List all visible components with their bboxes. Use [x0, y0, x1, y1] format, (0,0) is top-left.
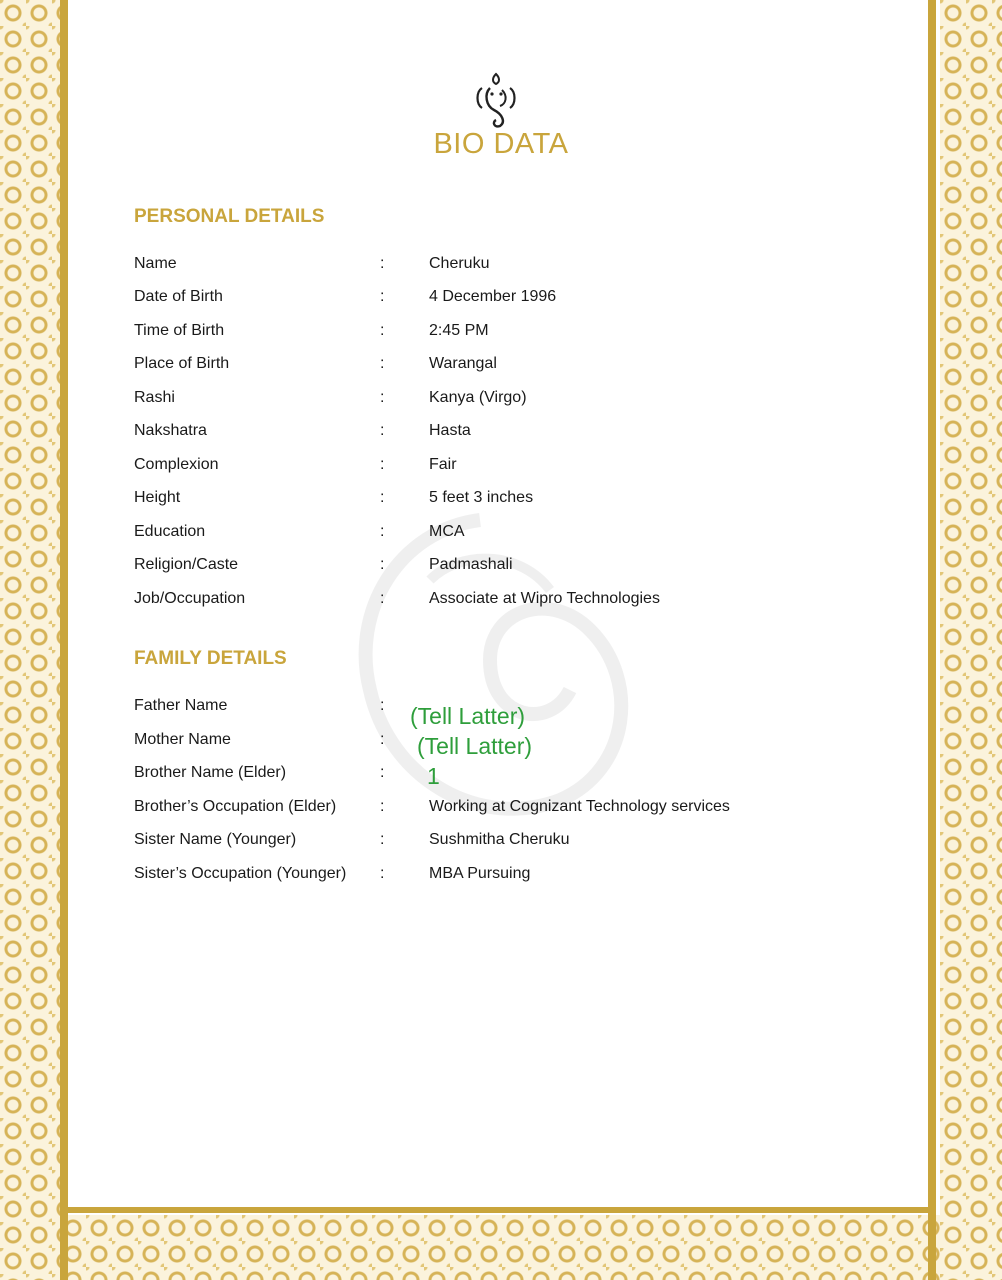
field-value: 5 feet 3 inches: [429, 489, 534, 506]
field-separator: :: [380, 523, 385, 540]
field-value: Working at Cognizant Technology services: [429, 798, 730, 815]
field-label: Name: [134, 255, 177, 272]
field-label: Father Name: [134, 697, 228, 714]
bottom-ornamental-border: [60, 1215, 940, 1280]
list-item: [134, 590, 834, 612]
field-separator: :: [380, 798, 385, 815]
left-ornamental-border: [0, 0, 60, 1280]
field-label: Education: [134, 523, 206, 540]
field-separator: :: [380, 831, 385, 848]
handwritten-brother-note: 1: [427, 763, 440, 789]
list-item: [134, 255, 834, 277]
field-separator: :: [380, 697, 385, 714]
document-title: BIO DATA: [433, 128, 569, 160]
field-separator: :: [380, 456, 385, 473]
field-value: Hasta: [429, 422, 471, 439]
list-item: [134, 798, 834, 820]
field-label: Place of Birth: [134, 355, 230, 372]
field-value: 4 December 1996: [429, 288, 557, 305]
personal-details-heading: PERSONAL DETAILS: [134, 206, 325, 227]
list-item: [134, 422, 834, 444]
field-label: Brother’s Occupation (Elder): [134, 798, 337, 815]
field-separator: :: [380, 288, 385, 305]
field-separator: :: [380, 731, 385, 748]
field-separator: :: [380, 355, 385, 372]
field-separator: :: [380, 865, 385, 882]
field-separator: :: [380, 764, 385, 781]
list-item: [134, 831, 834, 853]
field-separator: :: [380, 322, 385, 339]
right-ornamental-border: [940, 0, 1002, 1280]
field-label: Date of Birth: [134, 288, 223, 305]
left-gold-rule: [60, 0, 68, 1280]
list-item: [134, 764, 834, 786]
list-item: [134, 865, 834, 887]
field-value: Warangal: [429, 355, 497, 372]
field-separator: :: [380, 590, 385, 607]
field-value: Associate at Wipro Technologies: [429, 590, 660, 607]
field-label: Religion/Caste: [134, 556, 239, 573]
right-gold-rule: [928, 0, 936, 1280]
ganesh-logo-icon: [470, 70, 522, 130]
handwritten-father-note: (Tell Latter): [410, 703, 526, 729]
field-label: Job/Occupation: [134, 590, 246, 607]
field-value: Kanya (Virgo): [429, 389, 527, 406]
field-label: Height: [134, 489, 181, 506]
list-item: [134, 389, 834, 411]
field-label: Brother Name (Elder): [134, 764, 287, 781]
field-value: 2:45 PM: [429, 322, 489, 339]
list-item: [134, 556, 834, 578]
list-item: [134, 523, 834, 545]
field-label: Mother Name: [134, 731, 231, 748]
field-value: MBA Pursuing: [429, 865, 531, 882]
field-separator: :: [380, 556, 385, 573]
field-label: Sister’s Occupation (Younger): [134, 865, 347, 882]
list-item: [134, 489, 834, 511]
field-value: Fair: [429, 456, 457, 473]
field-label: Time of Birth: [134, 322, 225, 339]
list-item: [134, 456, 834, 478]
field-separator: :: [380, 389, 385, 406]
field-separator: :: [380, 422, 385, 439]
field-label: Nakshatra: [134, 422, 207, 439]
field-label: Sister Name (Younger): [134, 831, 297, 848]
field-value: Sushmitha Cheruku: [429, 831, 570, 848]
field-label: Complexion: [134, 456, 219, 473]
family-details-heading: FAMILY DETAILS: [134, 648, 287, 669]
list-item: [134, 355, 834, 377]
list-item: [134, 288, 834, 310]
handwritten-mother-note: (Tell Latter): [417, 733, 533, 759]
list-item: [134, 322, 834, 344]
field-separator: :: [380, 489, 385, 506]
field-separator: :: [380, 255, 385, 272]
field-label: Rashi: [134, 389, 175, 406]
field-value: Padmashali: [429, 556, 513, 573]
field-value: Cheruku: [429, 255, 490, 272]
field-value: MCA: [429, 523, 465, 540]
bottom-gold-rule: [60, 1207, 936, 1213]
